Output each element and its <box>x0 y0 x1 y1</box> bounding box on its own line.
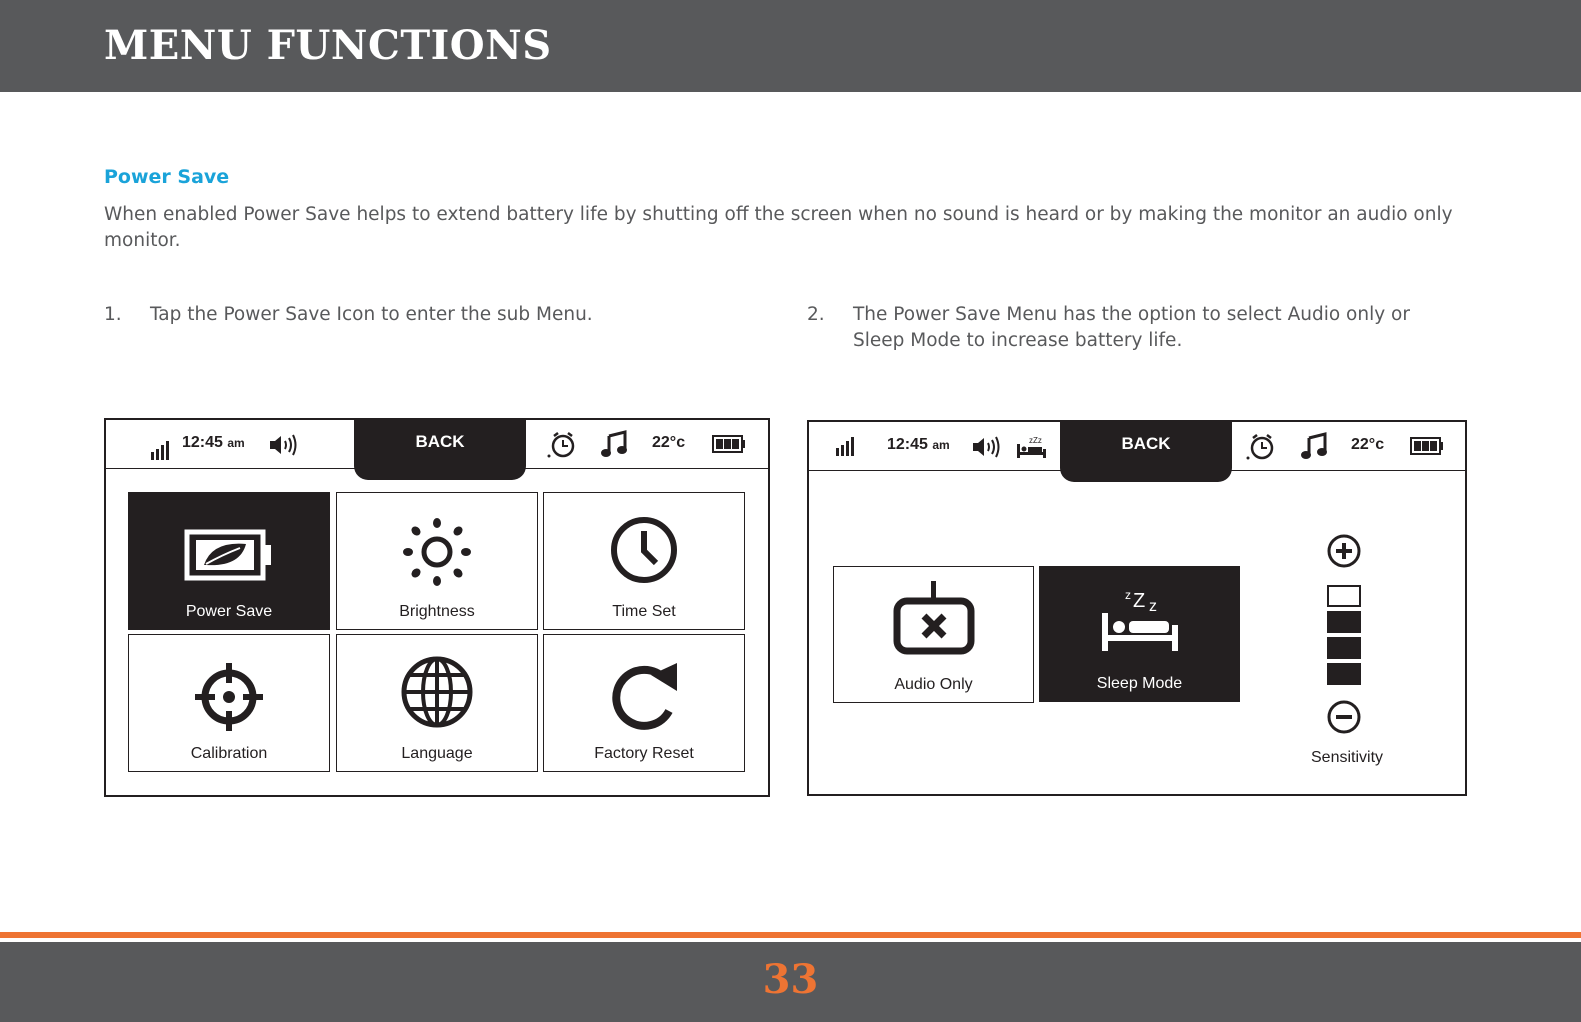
music-note-icon <box>1300 432 1328 460</box>
tile-label: Time Set <box>612 603 676 620</box>
sleep-mode-bed-icon <box>1099 585 1181 653</box>
crosshair-icon <box>193 661 265 733</box>
page-number: 33 <box>762 956 819 1003</box>
increase-sensitivity-icon[interactable] <box>1326 533 1362 569</box>
battery-icon <box>1410 437 1444 455</box>
alarm-clock-icon <box>546 430 576 460</box>
battery-icon <box>712 435 746 453</box>
page-footer <box>0 942 1581 1022</box>
tile-time-set[interactable] <box>543 492 745 630</box>
svg-text:z: z <box>1148 598 1157 615</box>
sensitivity-label: Sensitivity <box>1311 749 1384 766</box>
back-button[interactable]: BACK <box>354 418 526 480</box>
back-button[interactable]: BACK <box>1060 420 1232 482</box>
footer-accent-line <box>0 932 1581 938</box>
tile-label: Brightness <box>399 603 475 620</box>
signal-strength-icon <box>150 440 172 460</box>
alarm-clock-icon <box>1245 432 1275 462</box>
page-title: MENU FUNCTIONS <box>104 22 552 69</box>
step-number: 1. <box>104 304 122 325</box>
page-header <box>0 0 1581 92</box>
status-time: 12:45 am <box>182 434 245 451</box>
signal-strength-icon <box>835 436 857 456</box>
option-sleep-mode[interactable] <box>1039 566 1240 702</box>
globe-icon <box>400 655 474 729</box>
decrease-sensitivity-icon[interactable] <box>1326 699 1362 735</box>
svg-text:zZz: zZz <box>1029 436 1042 445</box>
sensitivity-meter[interactable] <box>1327 585 1361 685</box>
intro-paragraph: When enabled Power Save helps to extend battery life by shutting off the screen when no sound is heard or by making the monitor an audio only monitor. <box>104 204 1453 251</box>
sensitivity-level-1 <box>1327 663 1361 685</box>
sensitivity-level-4 <box>1327 585 1361 607</box>
tile-power-save[interactable] <box>128 492 330 630</box>
temperature-readout: 22°c <box>652 434 686 451</box>
svg-text:Z: Z <box>1132 590 1145 612</box>
audio-only-monitor-icon <box>891 579 977 659</box>
status-bar <box>809 422 1465 471</box>
tile-label: Calibration <box>190 745 268 762</box>
music-note-icon <box>600 430 628 458</box>
monitor-screen-main-menu <box>104 418 770 797</box>
step-text: The Power Save Menu has the option to select Audio only or Sleep Mode to increase battery life. <box>853 304 1410 351</box>
tile-brightness[interactable] <box>336 492 538 630</box>
sensitivity-level-3 <box>1327 611 1361 633</box>
clock-icon <box>609 515 679 585</box>
status-time: 12:45 am <box>887 436 950 453</box>
sun-icon <box>402 517 472 587</box>
option-label: Audio Only <box>894 676 973 693</box>
temperature-readout: 22°c <box>1351 436 1385 453</box>
speaker-volume-icon <box>268 433 298 457</box>
option-audio-only[interactable] <box>833 566 1034 703</box>
tile-label: Factory Reset <box>594 745 694 762</box>
power-save-battery-leaf-icon <box>184 529 274 583</box>
speaker-volume-icon <box>971 435 1001 459</box>
option-label: Sleep Mode <box>1096 675 1183 692</box>
tile-label: Power Save <box>185 603 273 620</box>
section-title: Power Save <box>104 166 230 188</box>
tile-label: Language <box>401 745 473 762</box>
sensitivity-level-2 <box>1327 637 1361 659</box>
reset-arrow-icon <box>607 661 681 733</box>
tile-factory-reset[interactable] <box>543 634 745 772</box>
tile-language[interactable] <box>336 634 538 772</box>
sleep-mode-status-icon <box>1015 434 1047 460</box>
step-text: Tap the Power Save Icon to enter the sub Menu. <box>150 304 593 325</box>
monitor-screen-power-save-menu <box>807 420 1467 796</box>
status-bar <box>106 420 768 469</box>
tile-calibration[interactable] <box>128 634 330 772</box>
step-number: 2. <box>807 304 825 325</box>
svg-text:z: z <box>1124 588 1131 602</box>
